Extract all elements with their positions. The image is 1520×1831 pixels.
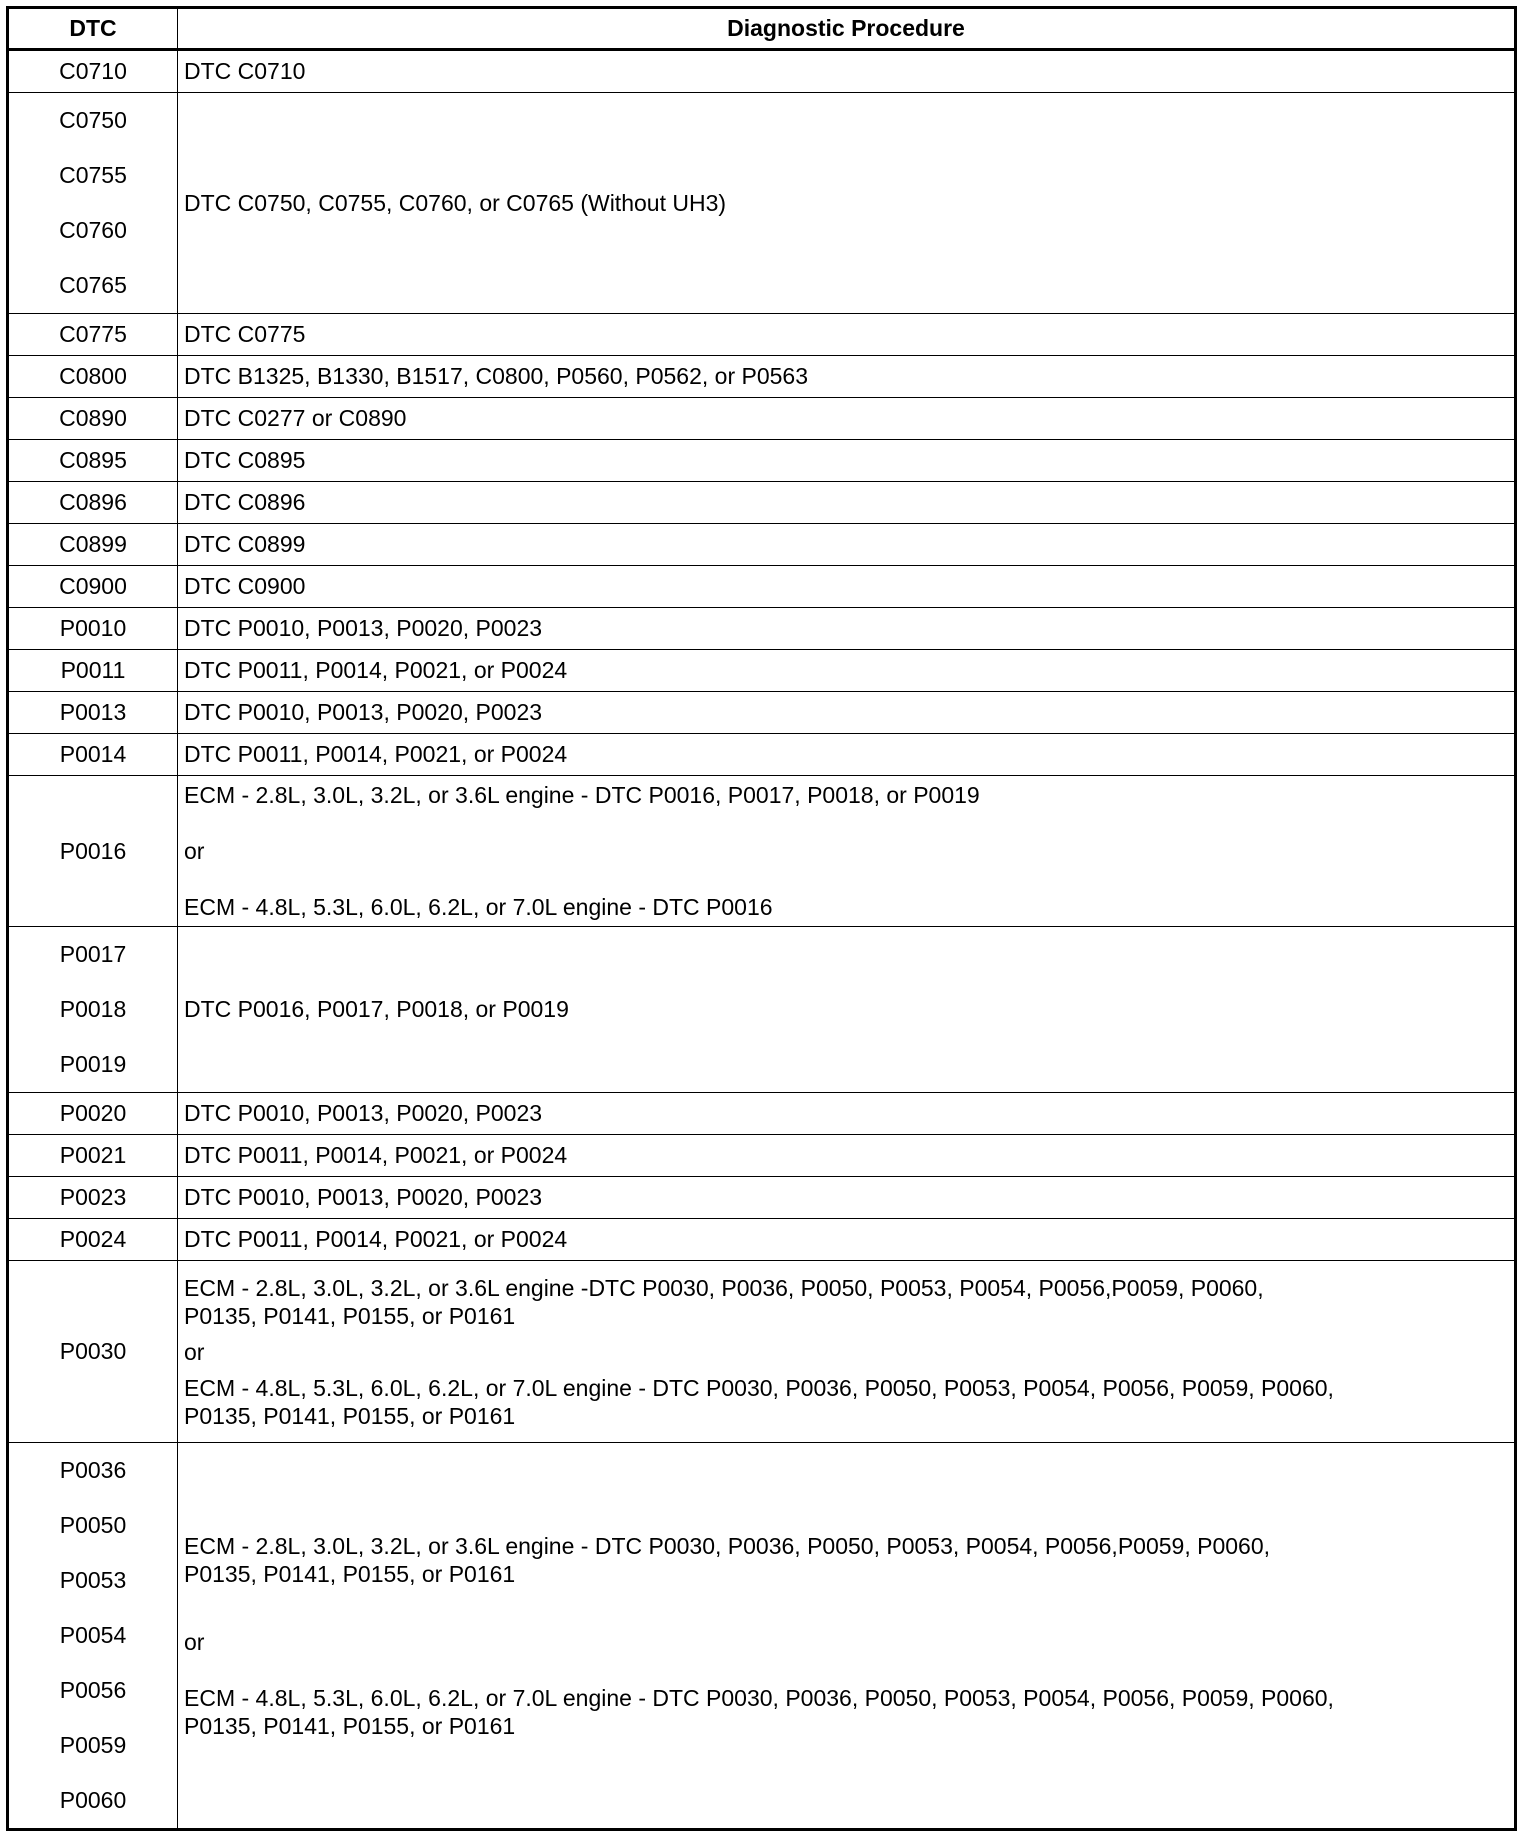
procedure-cell: DTC B1325, B1330, B1517, C0800, P0560, P0562, or P0563 (178, 356, 1516, 398)
table-row (8, 1135, 1516, 1177)
table-row (8, 524, 1516, 566)
dtc-code-cell (8, 356, 178, 398)
dtc-code: P0014 (59, 741, 127, 767)
procedure-cell: DTC P0010, P0013, P0020, P0023 (178, 1093, 1516, 1135)
dtc-code-cell (8, 608, 178, 650)
procedure-or: or (184, 838, 205, 864)
dtc-code-cell (8, 1093, 178, 1135)
header-procedure: Diagnostic Procedure (178, 8, 1516, 50)
dtc-code-cell (8, 93, 178, 314)
procedure-cell: DTC P0010, P0013, P0020, P0023 (178, 692, 1516, 734)
procedure-cell: DTC P0011, P0014, P0021, or P0024 (178, 734, 1516, 776)
procedure-cell: DTC P0010, P0013, P0020, P0023 (178, 608, 1516, 650)
dtc-code: P0011 (60, 657, 126, 683)
dtc-code: P0020 (59, 1100, 127, 1126)
procedure-cell: DTC C0277 or C0890 (178, 398, 1516, 440)
procedure-cell: DTC C0900 (178, 566, 1516, 608)
table-row (8, 398, 1516, 440)
table-row (8, 776, 1516, 927)
table-row (8, 1443, 1516, 1830)
procedure-cell: DTC C0775 (178, 314, 1516, 356)
dtc-code: P0019 (59, 1051, 127, 1077)
table-row (8, 734, 1516, 776)
table-row (8, 314, 1516, 356)
dtc-code: P0054 (59, 1622, 127, 1648)
table-row (8, 1219, 1516, 1261)
dtc-code-cell (8, 927, 178, 1093)
dtc-code-cell (8, 776, 178, 927)
dtc-code: C0710 (59, 58, 127, 84)
dtc-code-cell (8, 566, 178, 608)
procedure-cell: DTC P0011, P0014, P0021, or P0024 (178, 650, 1516, 692)
table-row (8, 482, 1516, 524)
dtc-code-cell (8, 398, 178, 440)
table-row (8, 356, 1516, 398)
table-row (8, 927, 1516, 1093)
table-row (8, 692, 1516, 734)
dtc-table (6, 6, 1517, 1831)
dtc-code-cell (8, 482, 178, 524)
table-row (8, 650, 1516, 692)
dtc-code: C0775 (59, 321, 127, 347)
dtc-code: C0895 (59, 447, 127, 473)
procedure-line: P0135, P0141, P0155, or P0161 (184, 1560, 516, 1587)
procedure-cell: DTC C0899 (178, 524, 1516, 566)
dtc-code-cell (8, 1443, 178, 1830)
dtc-code: C0755 (59, 162, 127, 188)
dtc-code: P0016 (59, 837, 127, 864)
dtc-code: P0010 (59, 615, 127, 641)
dtc-code-cell (8, 1219, 178, 1261)
dtc-code: C0890 (59, 405, 127, 431)
header-dtc: DTC (8, 8, 178, 50)
procedure-cell: DTC C0750, C0755, C0760, or C0765 (Without UH3) (178, 93, 1516, 314)
dtc-code-cell (8, 314, 178, 356)
dtc-code: P0021 (59, 1142, 127, 1168)
dtc-code: P0036 (59, 1457, 127, 1483)
dtc-code: C0760 (59, 217, 127, 243)
procedure-line: ECM - 4.8L, 5.3L, 6.0L, 6.2L, or 7.0L engine - DTC P0016 (184, 894, 773, 920)
dtc-code-cell (8, 524, 178, 566)
dtc-code-cell (8, 1135, 178, 1177)
dtc-code: P0060 (59, 1787, 127, 1813)
table-row (8, 440, 1516, 482)
dtc-code: C0765 (59, 272, 127, 298)
dtc-code: C0896 (59, 489, 127, 515)
dtc-code-cell (8, 692, 178, 734)
procedure-cell: DTC P0010, P0013, P0020, P0023 (178, 1177, 1516, 1219)
procedure-line: ECM - 2.8L, 3.0L, 3.2L, or 3.6L engine - DTC P0030, P0036, P0050, P0053, P0054, P0056,P0059, P0060, (184, 1532, 1271, 1559)
dtc-code: P0017 (59, 941, 127, 967)
procedure-cell: DTC C0895 (178, 440, 1516, 482)
procedure-cell (178, 776, 1516, 927)
procedure-line: ECM - 2.8L, 3.0L, 3.2L, or 3.6L engine -DTC P0030, P0036, P0050, P0053, P0054, P0056,P0059, P0060, (184, 1274, 1264, 1301)
dtc-code: C0900 (59, 573, 127, 599)
dtc-code: P0018 (59, 996, 127, 1022)
dtc-code-cell (8, 1261, 178, 1443)
dtc-code-cell (8, 734, 178, 776)
dtc-code: C0899 (59, 531, 127, 557)
procedure-cell: DTC P0011, P0014, P0021, or P0024 (178, 1219, 1516, 1261)
dtc-code: P0024 (59, 1226, 127, 1252)
procedure-cell: DTC C0896 (178, 482, 1516, 524)
dtc-code: C0750 (59, 107, 127, 133)
dtc-code: P0050 (59, 1512, 127, 1538)
procedure-cell (178, 1261, 1516, 1443)
procedure-line: ECM - 4.8L, 5.3L, 6.0L, 6.2L, or 7.0L engine - DTC P0030, P0036, P0050, P0053, P0054, P0056, P0059, P0060, (184, 1684, 1334, 1711)
procedure-or: or (184, 1628, 205, 1655)
dtc-code: P0056 (59, 1677, 127, 1703)
procedure-line: P0135, P0141, P0155, or P0161 (184, 1302, 516, 1329)
procedure-cell (178, 1443, 1516, 1830)
dtc-code: P0059 (59, 1732, 127, 1758)
procedure-cell: DTC P0011, P0014, P0021, or P0024 (178, 1135, 1516, 1177)
procedure-or: or (184, 1338, 205, 1365)
procedure-cell: DTC C0710 (178, 50, 1516, 93)
header-row (8, 8, 1516, 50)
procedure-line: ECM - 2.8L, 3.0L, 3.2L, or 3.6L engine - DTC P0016, P0017, P0018, or P0019 (184, 782, 980, 808)
table-row (8, 1261, 1516, 1443)
dtc-code: P0053 (59, 1567, 127, 1593)
table-row (8, 1093, 1516, 1135)
table-row (8, 566, 1516, 608)
table-row (8, 608, 1516, 650)
dtc-code-cell (8, 50, 178, 93)
procedure-line: P0135, P0141, P0155, or P0161 (184, 1712, 516, 1739)
dtc-code: C0800 (59, 363, 127, 389)
procedure-line: P0135, P0141, P0155, or P0161 (184, 1402, 516, 1429)
dtc-code-cell (8, 650, 178, 692)
dtc-code-cell (8, 1177, 178, 1219)
dtc-code: P0030 (59, 1338, 127, 1364)
dtc-code-cell (8, 440, 178, 482)
procedure-cell: DTC P0016, P0017, P0018, or P0019 (178, 927, 1516, 1093)
dtc-code: P0023 (59, 1184, 127, 1210)
table-row (8, 93, 1516, 314)
dtc-code: P0013 (59, 699, 127, 725)
procedure-line: ECM - 4.8L, 5.3L, 6.0L, 6.2L, or 7.0L engine - DTC P0030, P0036, P0050, P0053, P0054, P0056, P0059, P0060, (184, 1374, 1334, 1401)
table-row (8, 50, 1516, 93)
table-row (8, 1177, 1516, 1219)
